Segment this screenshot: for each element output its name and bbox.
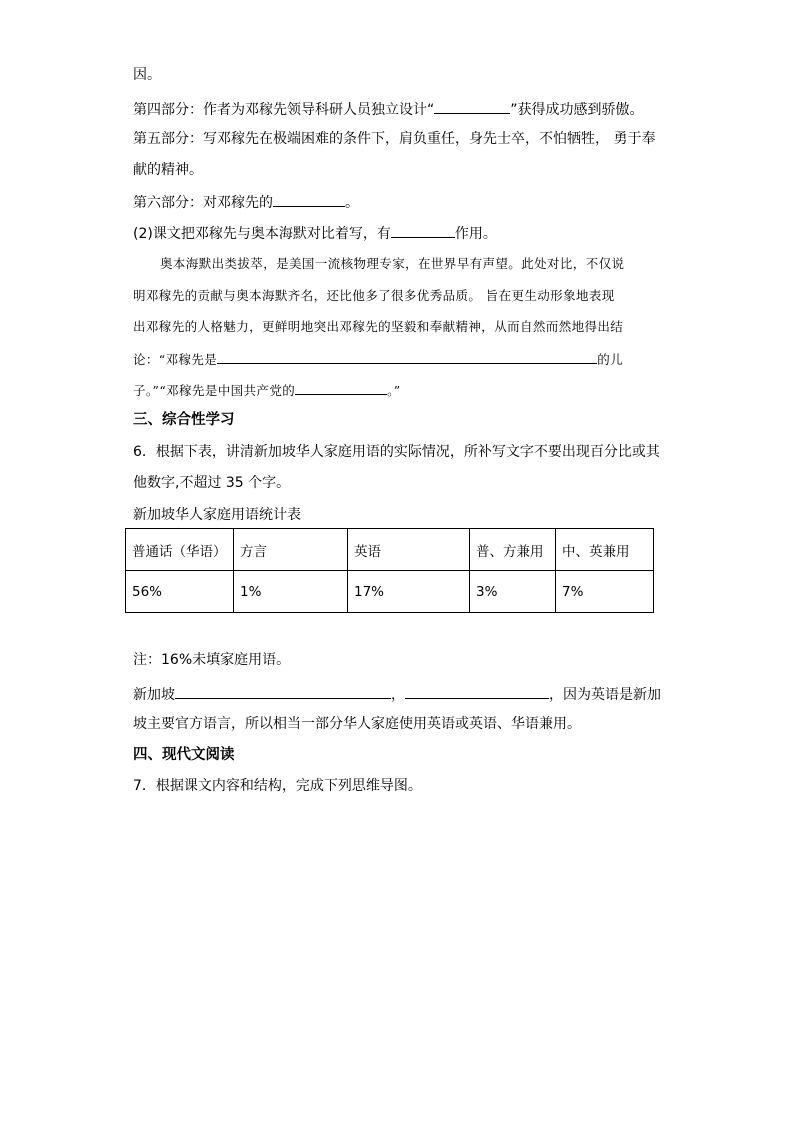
table-cell: 1% bbox=[234, 571, 348, 613]
answer-blank[interactable] bbox=[217, 348, 597, 364]
table-header-cell: 普通话（华语） bbox=[126, 529, 234, 571]
text-line: 第四部分：作者为邓稼先领导科研人员独立设计“ ”获得成功感到骄傲。 bbox=[133, 98, 644, 120]
answer-paragraph-line: 明邓稼先的贡献与奥本海默齐名，还比他多了很多优秀品质。 旨在更生动形象地表现 bbox=[133, 288, 615, 303]
answer-blank[interactable] bbox=[434, 98, 510, 114]
answer-blank[interactable] bbox=[273, 191, 345, 207]
text-line: (2)课文把邓稼先与奥本海默对比着写，有 作用。 bbox=[133, 222, 497, 244]
table-note: 注：16%未填家庭用语。 bbox=[133, 652, 291, 668]
language-stats-table bbox=[125, 528, 654, 613]
table-header-cell: 中、英兼用 bbox=[556, 529, 654, 571]
text-line: 第六部分：对邓稼先的 。 bbox=[133, 191, 359, 213]
table-cell: 7% bbox=[556, 571, 654, 613]
answer-blank[interactable] bbox=[405, 683, 549, 699]
question-text: 他数字,不超过 35 个字。 bbox=[133, 475, 291, 491]
answer-blank[interactable] bbox=[391, 222, 455, 238]
table-cell: 17% bbox=[348, 571, 470, 613]
section-heading: 三、综合性学习 bbox=[133, 412, 235, 428]
fill-in-line: 新加坡 ， ，因为英语是新加 bbox=[133, 683, 661, 705]
answer-blank[interactable] bbox=[295, 379, 387, 395]
table-header-cell: 普、方兼用 bbox=[470, 529, 556, 571]
table-row bbox=[126, 571, 654, 613]
table-cell: 3% bbox=[470, 571, 556, 613]
answer-paragraph-line: 奥本海默出类拔萃，是美国一流核物理专家，在世界早有声望。此处对比，不仅说 bbox=[160, 256, 625, 271]
question-text: 7．根据课文内容和结构，完成下列思维导图。 bbox=[133, 778, 422, 794]
table-header-cell: 方言 bbox=[234, 529, 348, 571]
section-heading: 四、现代文阅读 bbox=[133, 747, 235, 763]
answer-paragraph-line: 论：“邓稼先是 的儿 bbox=[133, 348, 623, 370]
answer-paragraph-line: 出邓稼先的人格魅力，更鲜明地突出邓稼先的坚毅和奉献精神，从而自然而然地得出结 bbox=[133, 319, 624, 334]
table-cell: 56% bbox=[126, 571, 234, 613]
table-header-row bbox=[126, 529, 654, 571]
text-line: 因。 bbox=[133, 67, 161, 83]
table-title: 新加坡华人家庭用语统计表 bbox=[133, 507, 301, 523]
fill-in-line: 坡主要官方语言，所以相当一部分华人家庭使用英语或英语、华语兼用。 bbox=[133, 716, 581, 732]
text-line: 第五部分：写邓稼先在极端困难的条件下，肩负重任，身先士卒，不怕牺牲， 勇于奉 bbox=[133, 131, 656, 147]
answer-blank[interactable] bbox=[175, 683, 391, 699]
text-line: 献的精神。 bbox=[133, 162, 203, 178]
table-header-cell: 英语 bbox=[348, 529, 470, 571]
question-text: 6．根据下表，讲清新加坡华人家庭用语的实际情况，所补写文字不要出现百分比或其 bbox=[133, 444, 660, 460]
answer-paragraph-line: 子。”“邓稼先是中国共产党的 。” bbox=[133, 379, 401, 401]
